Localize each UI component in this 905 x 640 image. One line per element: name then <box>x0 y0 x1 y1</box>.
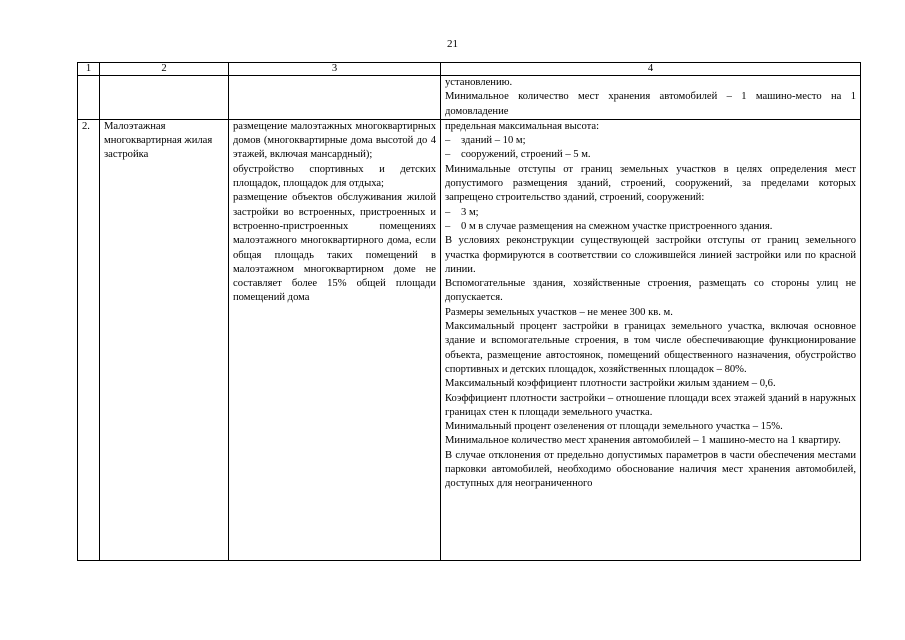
cell-empty <box>229 76 441 120</box>
text-paragraph: Минимальные отступы от границ земельных участков в целях определения мест допустимого размещения зданий, строений, сооружений, за пределами которых запрещено строительство зданий, строений, сооружений: <box>445 163 856 204</box>
continuation-row <box>78 76 861 120</box>
text-paragraph: Коэффициент плотности застройки – отношение площади всех этажей зданий в наружных границах стен к площади земельного участка. <box>445 392 856 418</box>
parameters-content <box>445 120 856 560</box>
list-item: – 3 м; <box>445 206 856 220</box>
header-row <box>78 63 861 76</box>
header-cell: 2 <box>100 63 229 76</box>
text-paragraph: Размеры земельных участков – не менее 300 кв. м. <box>445 306 673 318</box>
row-number: 2. <box>78 119 100 560</box>
header-cell: 1 <box>78 63 100 76</box>
list-item: – зданий – 10 м; <box>445 134 856 148</box>
list-item: – 0 м в случае размещения на смежном участке пристроенного здания. <box>445 220 856 234</box>
text-paragraph: размещение объектов обслуживания жилой застройки во встроенных, пристроенных и встроенно-пристроенных помещениях малоэтажного многоквартирного дома, если общая площадь таких помещений в малоэтажном многоквартирном доме не составляет более 15% общей площади помещений дома <box>233 192 436 304</box>
dash-marker: – <box>445 206 451 218</box>
cell-empty <box>100 76 229 120</box>
dash-marker: – <box>445 135 451 147</box>
cell-empty <box>78 76 100 120</box>
text-paragraph: Минимальное количество мест хранения автомобилей – 1 машино-место на 1 домовладение <box>445 91 856 117</box>
cell-params-continued <box>441 76 861 120</box>
text-paragraph: Максимальный процент застройки в границах земельного участка, включая основное здание и вспомогательные строения, в том числе обеспечивающие функционирование объекта, размещение автостоянок, помещений общественного назначения, обустройство спортивных и детских площадок, хозяйственных площадок – 80%. <box>445 321 856 375</box>
text-paragraph: Максимальный коэффициент плотности застройки жилым зданием – 0,6. <box>445 378 776 390</box>
permitted-use-description <box>229 119 441 560</box>
dash-marker: – <box>445 149 451 161</box>
list-item: – сооружений, строений – 5 м. <box>445 148 856 162</box>
dash-marker: – <box>445 220 451 232</box>
parameters-cell <box>441 119 861 560</box>
text-paragraph: В случае отклонения от предельно допустимых параметров в части обеспечения местами парковки автомобилей, необходимо обоснование наличия мест хранения автомобилей, доступных для неограниченного <box>445 449 856 490</box>
text-paragraph: Вспомогательные здания, хозяйственные строения, размещать со стороны улиц не допускается. <box>445 278 856 304</box>
text-paragraph: Минимальный процент озеленения от площади земельного участка – 15%. <box>445 421 783 433</box>
land-use-type: Малоэтажная многоквартирная жилая застройка <box>100 119 229 560</box>
text-paragraph: размещение малоэтажных многоквартирных домов (многоквартирные дома высотой до 4 этажей, включая мансардный); <box>233 120 436 161</box>
header-cell: 4 <box>441 63 861 76</box>
zoning-table <box>77 62 861 561</box>
page-number: 21 <box>447 38 458 50</box>
header-cell: 3 <box>229 63 441 76</box>
table-row <box>78 119 861 560</box>
text-paragraph: установлению. <box>445 77 513 88</box>
text-paragraph: Минимальное количество мест хранения автомобилей – 1 машино-место на 1 квартиру. <box>445 435 841 447</box>
text-paragraph: предельная максимальная высота: <box>445 120 600 132</box>
text-paragraph: В условиях реконструкции существующей застройки отступы от границ земельного участка формируются в соответствии со сложившейся линией застройки или по красной линии. <box>445 235 856 275</box>
text-paragraph: обустройство спортивных и детских площадок, площадок для отдыха; <box>233 163 436 190</box>
